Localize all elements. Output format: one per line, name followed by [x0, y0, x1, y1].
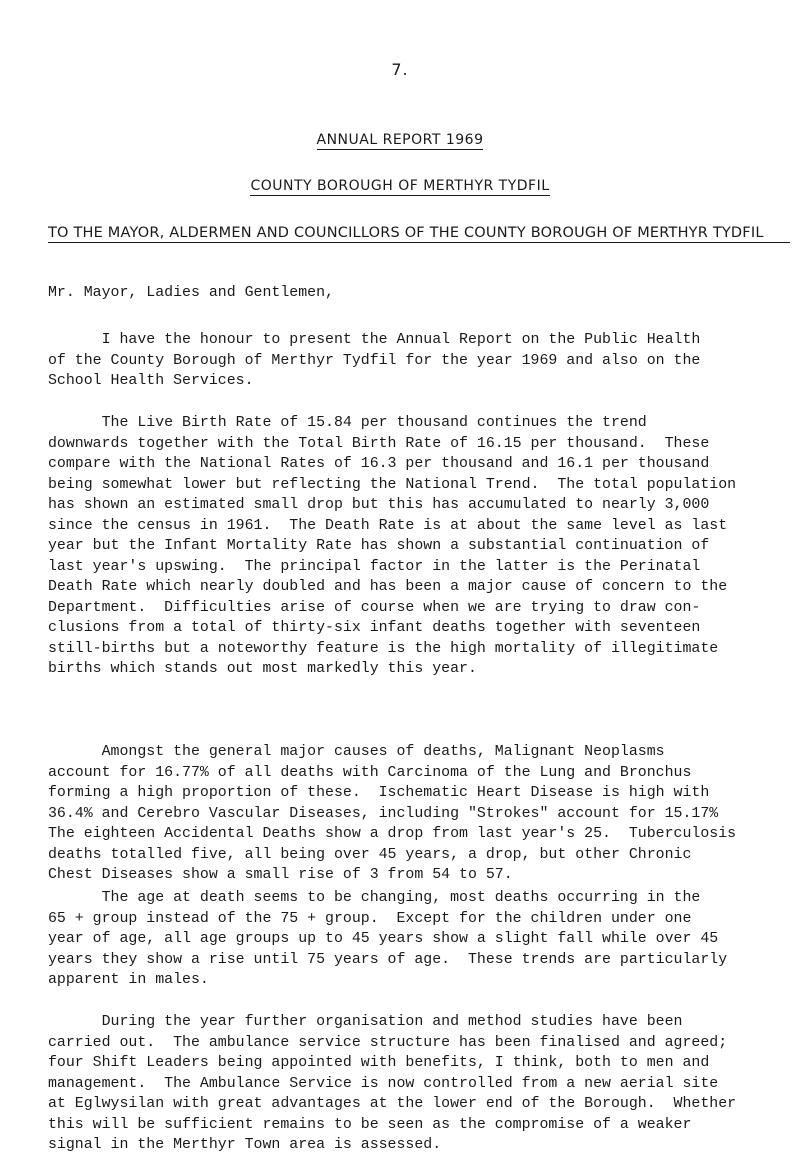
paragraph-age-at-death: The age at death seems to be changing, most deaths occurring in the 65 + group instead of the 75 + group. Except for the children under one year of age, all age groups up to 45 years show a slight fall while over 45 years they show a rise until 75 years of age. These trends are particularly apparent in males.: [48, 890, 728, 988]
borough-heading-text: COUNTY BOROUGH OF MERTHYR TYDFIL: [250, 178, 550, 194]
paragraph-introduction: I have the honour to present the Annual Report on the Public Health of the County Borough of Merthyr Tydfil for the year 1969 and also on the School Health Services.: [48, 332, 701, 389]
report-title-text: ANNUAL REPORT 1969: [316, 132, 484, 148]
paragraph-causes-of-death: Amongst the general major causes of deaths, Malignant Neoplasms account for 16.77% of all deaths with Carcinoma of the Lung and Bronchus forming a high proportion of these. Ischematic Heart Disease is high with 36.4% and Cerebro Vascular Diseases, including "Strokes" account for 15.17% The eighteen Accidental Deaths show a drop from last year's 25. Tuberculosis deaths totalled five, all being over 45 years, a drop, but other Chronic Chest Diseases show a small rise of 3 from 54 to 57.: [48, 744, 737, 883]
page-number: 7.: [391, 60, 409, 79]
addressee-heading: TO THE MAYOR, ALDERMEN AND COUNCILLORS OF THE COUNTY BOROUGH OF MERTHYR TYDFIL: [48, 225, 790, 243]
salutation: Mr. Mayor, Ladies and Gentlemen,: [48, 285, 334, 301]
report-title-heading: [0, 132, 800, 148]
paragraph-birth-rates: The Live Birth Rate of 15.84 per thousand continues the trend downwards together with the Total Birth Rate of 16.15 per thousand. These compare with the National Rates of 16.3 per thousand and 16.1 per thousand being somewhat lower but reflecting the National Trend. The total population has shown an estimated small drop but this has accumulated to nearly 3,000 since the census in 1961. The Death Rate is at about the same level as last year but the Infant Mortality Rate has shown a substantial continuation of last year's upswing. The principal factor in the latter is the Perinatal Death Rate which nearly doubled and has been a major cause of concern to the Department. Difficulties arise of course when we are trying to draw con- clusions from a total of thirty-six infant deaths together with seventeen still-births but a noteworthy feature is the high mortality of illegitimate births which stands out most markedly this year.: [48, 415, 737, 677]
paragraph-ambulance-service: During the year further organisation and method studies have been carried out. The ambulance service structure has been finalised and agreed; four Shift Leaders being appointed with benefits, I think, both to men and management. The Ambulance Service is now controlled from a new aerial site at Eglwysilan with great advantages at the lower end of the Borough. Whether this will be sufficient remains to be seen as the compromise of a weaker signal in the Merthyr Town area is assessed.: [48, 1014, 737, 1153]
borough-heading: [0, 178, 800, 194]
